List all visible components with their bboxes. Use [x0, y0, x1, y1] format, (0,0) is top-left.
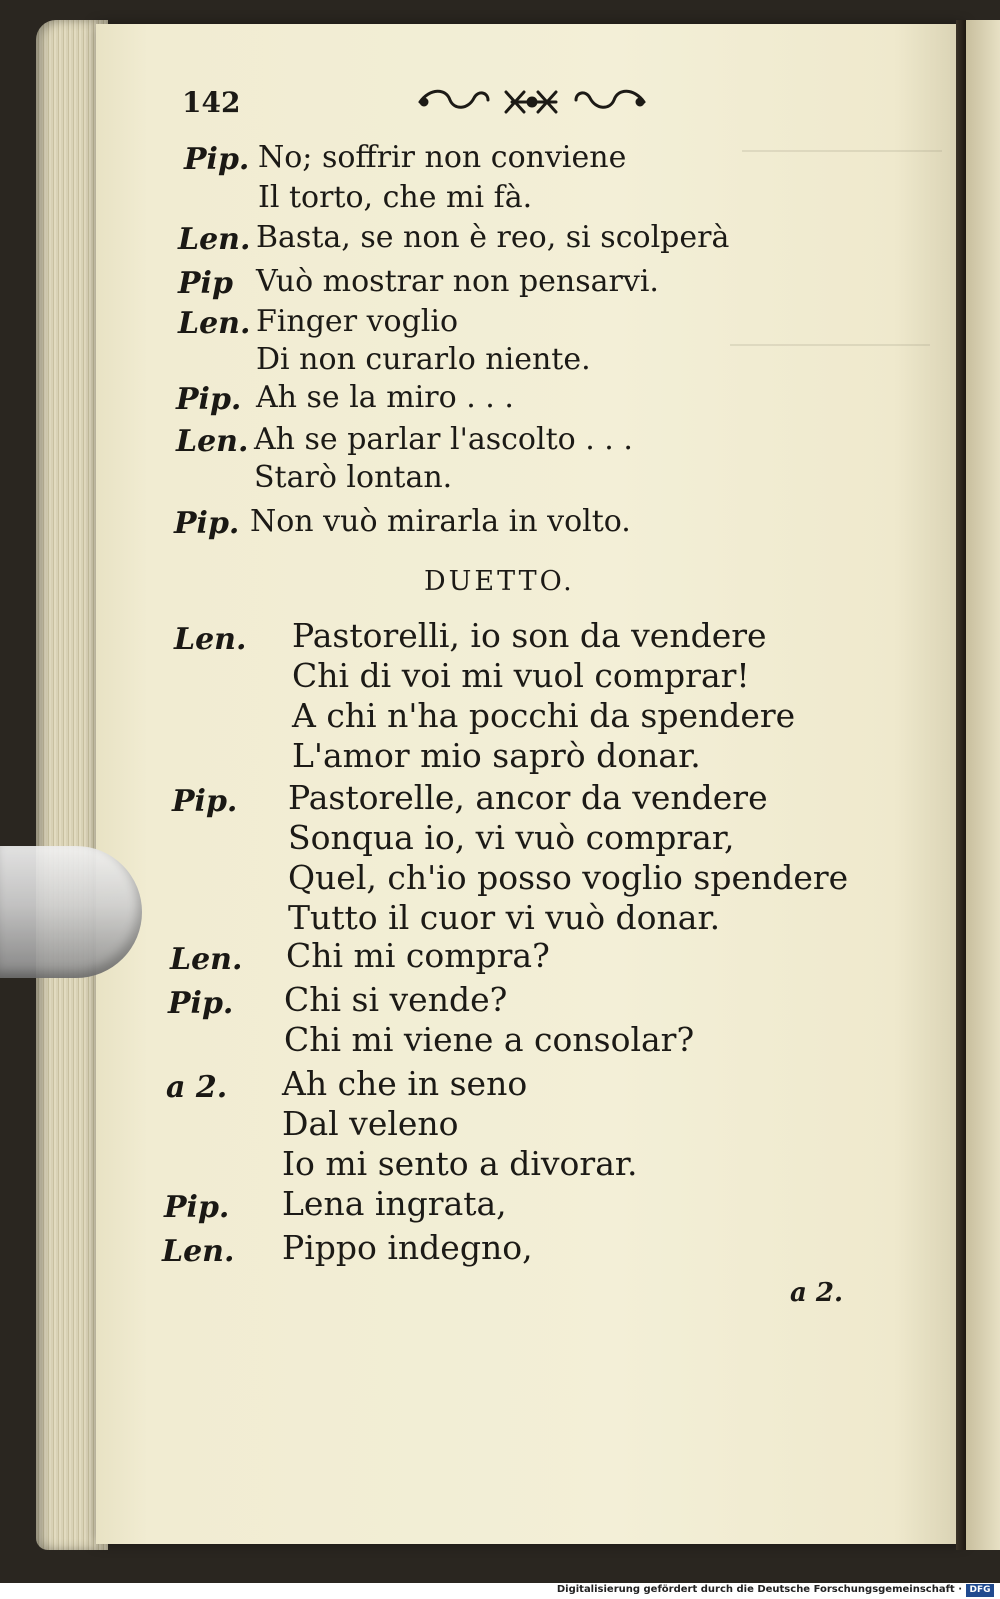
verse-line: Pippo indegno,: [282, 1228, 533, 1267]
speaker-label: Pip.: [168, 986, 234, 1021]
verse-line: Chi di voi mi vuol comprar!: [292, 656, 750, 695]
speaker-label: Pip.: [174, 506, 240, 541]
verse-line: Pastorelle, ancor da vendere: [288, 778, 768, 817]
dfg-logo: DFG: [966, 1584, 994, 1597]
speaker-label: Pip.: [176, 382, 242, 417]
verse-line: Quel, ch'io posso voglio spendere: [288, 858, 849, 897]
verse-line: Pastorelli, io son da vendere: [292, 616, 767, 655]
speaker-label: Len.: [170, 942, 243, 977]
headpiece-ornament: [416, 84, 648, 120]
speaker-label: Len.: [178, 306, 251, 341]
verse-line: Dal veleno: [282, 1104, 459, 1143]
verse-line: Chi si vende?: [284, 980, 508, 1019]
catchword: a 2.: [790, 1278, 844, 1308]
speaker-label: Pip.: [164, 1190, 230, 1225]
speaker-label: Len.: [176, 424, 249, 459]
scanner-thumb-clip: [0, 846, 142, 978]
bleed-through-rule: [742, 150, 942, 152]
dialogue-line: Starò lontan.: [254, 460, 453, 495]
dialogue-line: Non vuò mirarla in volto.: [250, 504, 631, 539]
facing-page-edge: [966, 20, 1000, 1550]
dialogue-line: Di non curarlo niente.: [256, 342, 591, 377]
dialogue-line: No; soffrir non conviene: [258, 140, 627, 175]
dialogue-line: Ah se la miro . . .: [256, 380, 514, 415]
verse-line: Chi mi viene a consolar?: [284, 1020, 695, 1059]
dialogue-line: Il torto, che mi fà.: [258, 180, 533, 215]
page-number: 142: [182, 86, 241, 119]
dialogue-line: Finger voglio: [256, 304, 459, 339]
speaker-label: Pip.: [184, 142, 250, 177]
duet-title: DUETTO.: [424, 566, 575, 597]
verse-line: L'amor mio saprò donar.: [292, 736, 701, 775]
verse-line: Ah che in seno: [282, 1064, 528, 1103]
dialogue-line: Ah se parlar l'ascolto . . .: [254, 422, 633, 457]
speaker-label: Len.: [174, 622, 247, 657]
speaker-label: Len.: [178, 222, 251, 257]
dialogue-line: Vuò mostrar non pensarvi.: [256, 264, 659, 299]
verse-line: Lena ingrata,: [282, 1184, 507, 1223]
bleed-through-rule-2: [730, 344, 930, 346]
speaker-label: Len.: [162, 1234, 235, 1269]
speaker-label: Pip.: [172, 784, 238, 819]
verse-line: Tutto il cuor vi vuò donar.: [288, 898, 721, 937]
verse-line: Io mi sento a divorar.: [282, 1144, 638, 1183]
funding-credit: Digitalisierung gefördert durch die Deutsche Forschungsgemeinschaft ·: [556, 1584, 962, 1595]
verse-line: A chi n'ha pocchi da spendere: [292, 696, 796, 735]
dialogue-line: Basta, se non è reo, si scolperà: [256, 220, 730, 255]
speaker-label: a 2.: [166, 1070, 228, 1105]
verse-line: Sonqua io, vi vuò comprar,: [288, 818, 735, 857]
verse-line: Chi mi compra?: [286, 936, 550, 975]
speaker-label: Pip: [178, 266, 233, 301]
